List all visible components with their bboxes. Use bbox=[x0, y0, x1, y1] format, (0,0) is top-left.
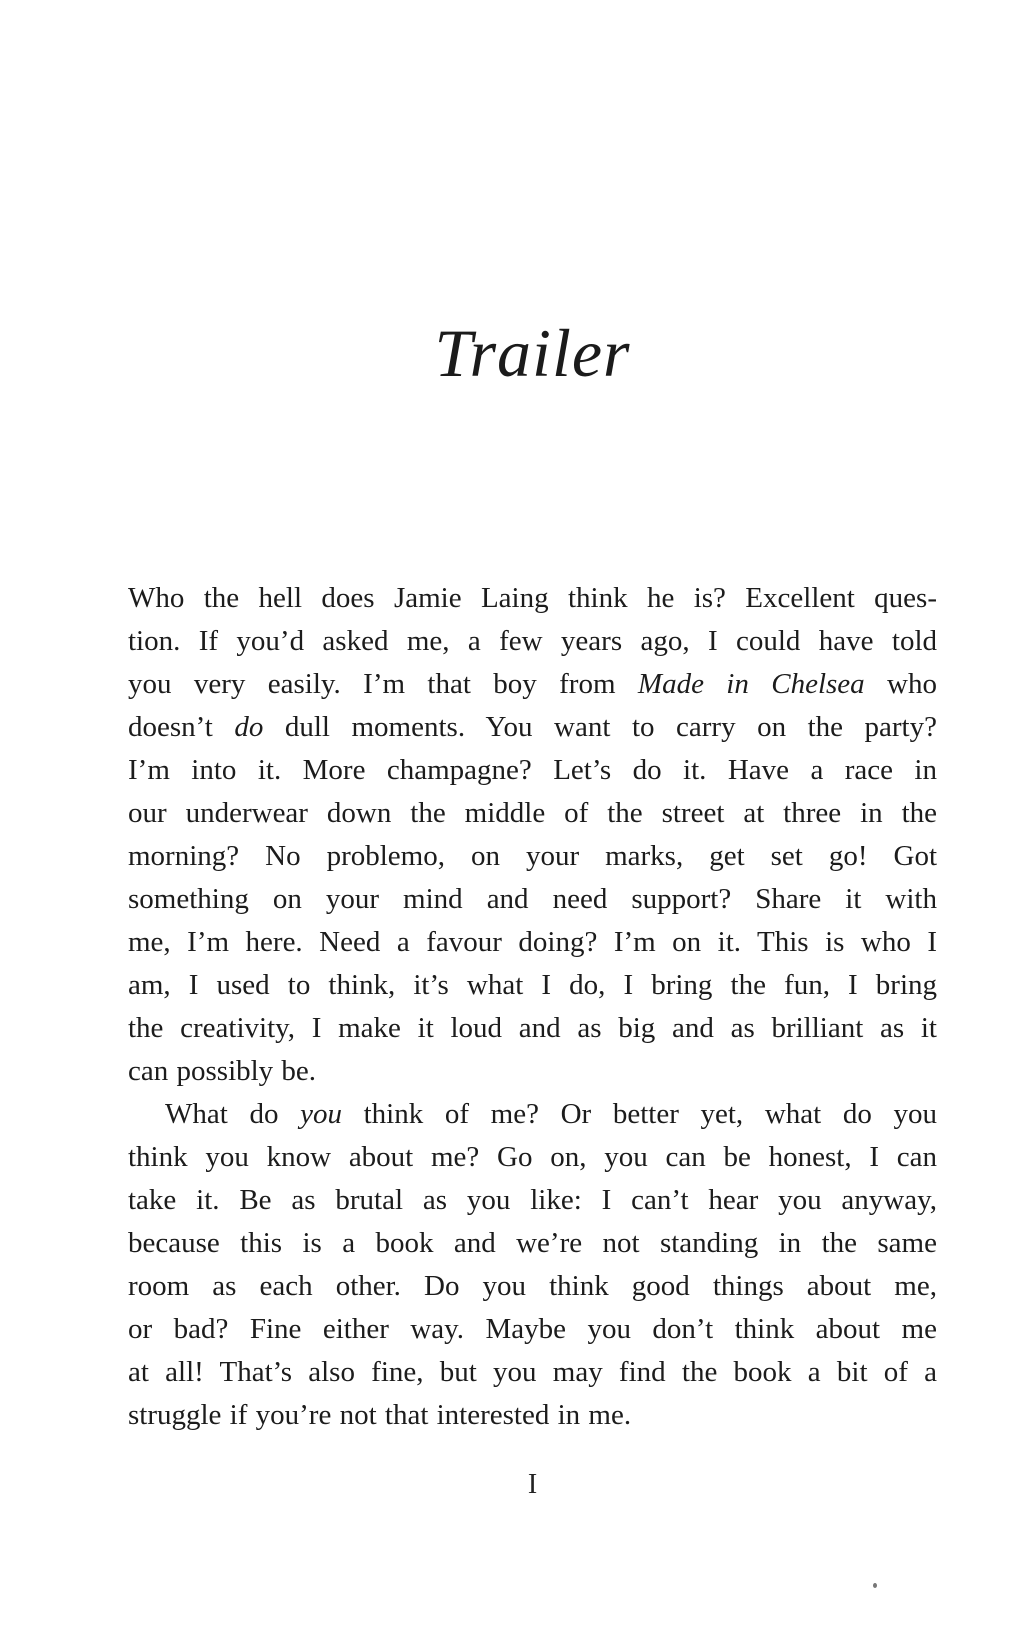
text-segment: at all! That’s also fine, but you may find the book a bit of a bbox=[128, 1356, 937, 1388]
text-segment: can possibly be. bbox=[128, 1055, 317, 1087]
text-line bbox=[128, 1136, 937, 1179]
italic-text-segment: you bbox=[300, 1098, 342, 1130]
text-line bbox=[128, 835, 937, 878]
text-line bbox=[128, 1179, 937, 1222]
italic-text-segment: Made in Chelsea bbox=[637, 668, 865, 700]
text-segment: because this is a book and we’re not standing in the same bbox=[128, 1227, 937, 1259]
text-segment: take it. Be as brutal as you like: I can’t hear you anyway, bbox=[128, 1184, 937, 1216]
text-line bbox=[128, 1093, 937, 1136]
text-segment: room as each other. Do you think good things about me, bbox=[128, 1270, 937, 1302]
text-segment: or bad? Fine either way. Maybe you don’t think about me bbox=[128, 1313, 937, 1345]
text-line bbox=[128, 706, 937, 749]
text-segment: What do bbox=[165, 1098, 301, 1130]
text-line bbox=[128, 1222, 937, 1265]
text-segment: something on your mind and need support? Share it with bbox=[128, 883, 937, 915]
text-segment: Who the hell does Jamie Laing think he is? Excellent ques- bbox=[128, 582, 937, 614]
text-segment: you very easily. I’m that boy from bbox=[128, 668, 638, 700]
text-segment: dull moments. You want to carry on the party? bbox=[263, 711, 937, 743]
print-speck bbox=[873, 1583, 877, 1588]
text-line bbox=[128, 1308, 937, 1351]
text-segment: morning? No problemo, on your marks, get set go! Got bbox=[128, 840, 937, 872]
text-line bbox=[128, 1265, 937, 1308]
text-segment: me, I’m here. Need a favour doing? I’m on it. This is who I bbox=[128, 926, 937, 958]
text-line bbox=[128, 1007, 937, 1050]
text-line bbox=[128, 749, 937, 792]
text-segment: who bbox=[864, 668, 937, 700]
text-line bbox=[128, 620, 937, 663]
text-segment: tion. If you’d asked me, a few years ago, I could have told bbox=[128, 625, 937, 657]
text-line bbox=[128, 577, 937, 620]
text-line bbox=[128, 878, 937, 921]
text-line bbox=[128, 964, 937, 1007]
text-segment: I’m into it. More champagne? Let’s do it. Have a race in bbox=[128, 754, 937, 786]
text-segment: doesn’t bbox=[128, 711, 235, 743]
page-number: I bbox=[527, 1469, 538, 1500]
text-line bbox=[128, 921, 937, 964]
text-segment: the creativity, I make it loud and as big and as brilliant as it bbox=[128, 1012, 937, 1044]
chapter-title: Trailer bbox=[434, 315, 631, 391]
body-text bbox=[128, 577, 937, 1437]
text-segment: think you know about me? Go on, you can be honest, I can bbox=[128, 1141, 937, 1173]
text-segment: our underwear down the middle of the street at three in the bbox=[128, 797, 937, 829]
text-line bbox=[128, 792, 937, 835]
text-line bbox=[128, 663, 937, 706]
text-segment: struggle if you’re not that interested in me. bbox=[128, 1399, 632, 1431]
text-segment: think of me? Or better yet, what do you bbox=[341, 1098, 937, 1130]
text-line bbox=[128, 1351, 937, 1394]
text-line bbox=[128, 1050, 937, 1093]
text-line bbox=[128, 1394, 937, 1437]
italic-text-segment: do bbox=[234, 711, 264, 743]
text-segment: am, I used to think, it’s what I do, I bring the fun, I bring bbox=[128, 969, 937, 1001]
